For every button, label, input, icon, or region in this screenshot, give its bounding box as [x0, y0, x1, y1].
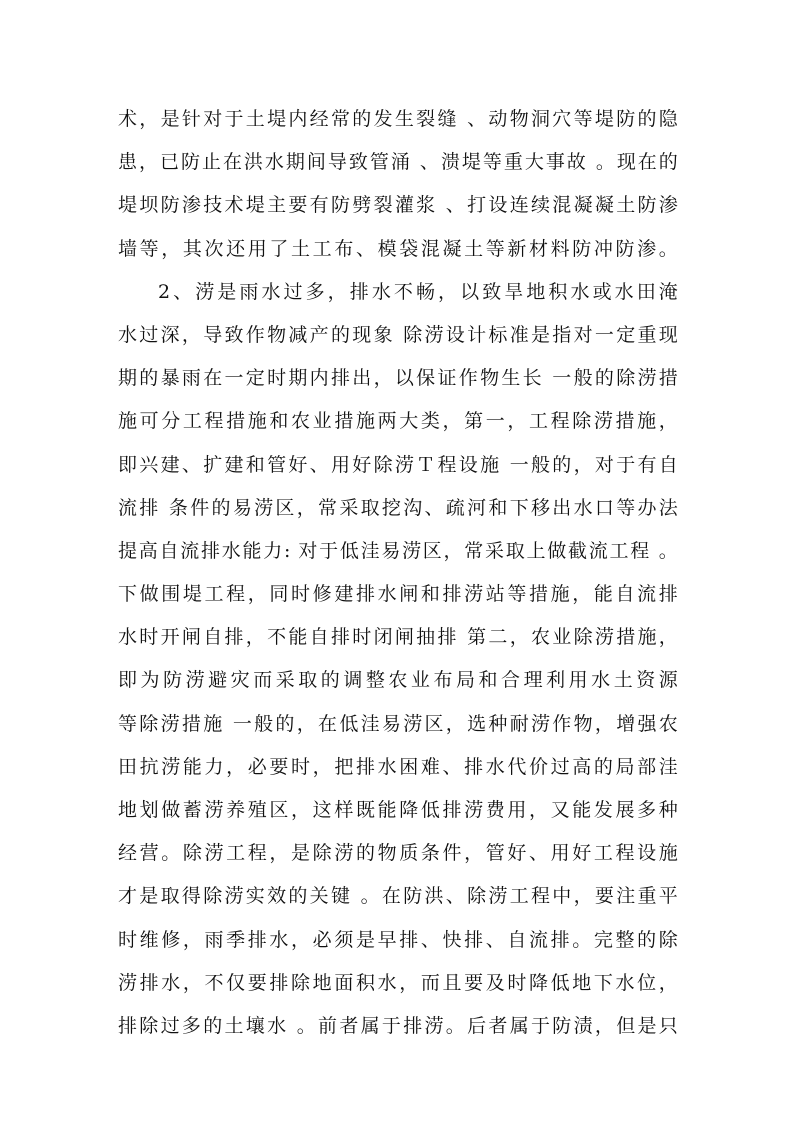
text-line-20: 时维修，雨季排水，必须是早排、快排、自流排。完整的除: [118, 928, 678, 951]
text-line-3: 堤坝防渗技术堤主要有防劈裂灌浆 、打设连续混凝凝土防渗: [118, 194, 678, 217]
text-line-4: 墙等，其次还用了土工布、模袋混凝土等新材料防冲防渗。: [118, 237, 678, 260]
text-line-9: 即兴建、扩建和管好、用好除涝Ｔ程设施 一般的，对于有自: [118, 453, 678, 476]
text-line-18: 经营。除涝工程，是除涝的物质条件，管好、用好工程设施: [118, 842, 678, 865]
text-line-17: 地划做蓄涝养殖区，这样既能降低排涝费用，又能发展多种: [118, 799, 678, 821]
text-line-21: 涝排水，不仅要排除地面积水，而且要及时降低地下水位，: [118, 971, 678, 994]
text-line-5: 2、涝是雨水过多，排水不畅，以致旱地积水或水田淹: [158, 280, 678, 303]
text-line-11: 提高自流排水能力: 对于低洼易涝区，常采取上做截流工程 。: [118, 539, 678, 562]
text-line-13: 水时开闸自排，不能自排时闭闸抽排 第二，农业除涝措施，: [118, 626, 678, 649]
text-line-8: 施可分工程措施和农业措施两大类，第一，工程除涝措施，: [118, 410, 678, 433]
text-line-6: 水过深，导致作物减产的现象 除涝设计标准是指对一定重现: [118, 323, 678, 346]
text-line-16: 田抗涝能力，必要时，把排水困难、排水代价过高的局部洼: [118, 755, 678, 778]
text-line-7: 期的暴雨在一定时期内排出，以保证作物生长 一般的除涝措: [118, 367, 678, 390]
text-line-10: 流排 条件的易涝区，常采取挖沟、疏河和下移出水口等办法: [118, 496, 678, 519]
text-line-2: 患，已防止在洪水期间导致管涌 、溃堤等重大事故 。现在的: [118, 151, 678, 174]
text-line-22: 排除过多的土壤水 。前者属于排涝。后者属于防渍，但是只: [118, 1014, 678, 1037]
text-line-19: 才是取得除涝实效的关键 。在防洪、除涝工程中，要注重平: [118, 885, 678, 908]
text-line-14: 即为防涝避灾而采取的调整农业布局和合理利用水土资源: [118, 669, 678, 692]
text-line-15: 等除涝措施 一般的，在低洼易涝区，选种耐涝作物，增强农: [118, 712, 678, 735]
body-text: [118, 98, 678, 1048]
text-line-12: 下做围堤工程，同时修建排水闸和排涝站等措施，能自流排: [118, 583, 678, 606]
text-line-1: 术，是针对于土堤内经常的发生裂缝 、动物洞穴等堤防的隐: [118, 108, 678, 130]
